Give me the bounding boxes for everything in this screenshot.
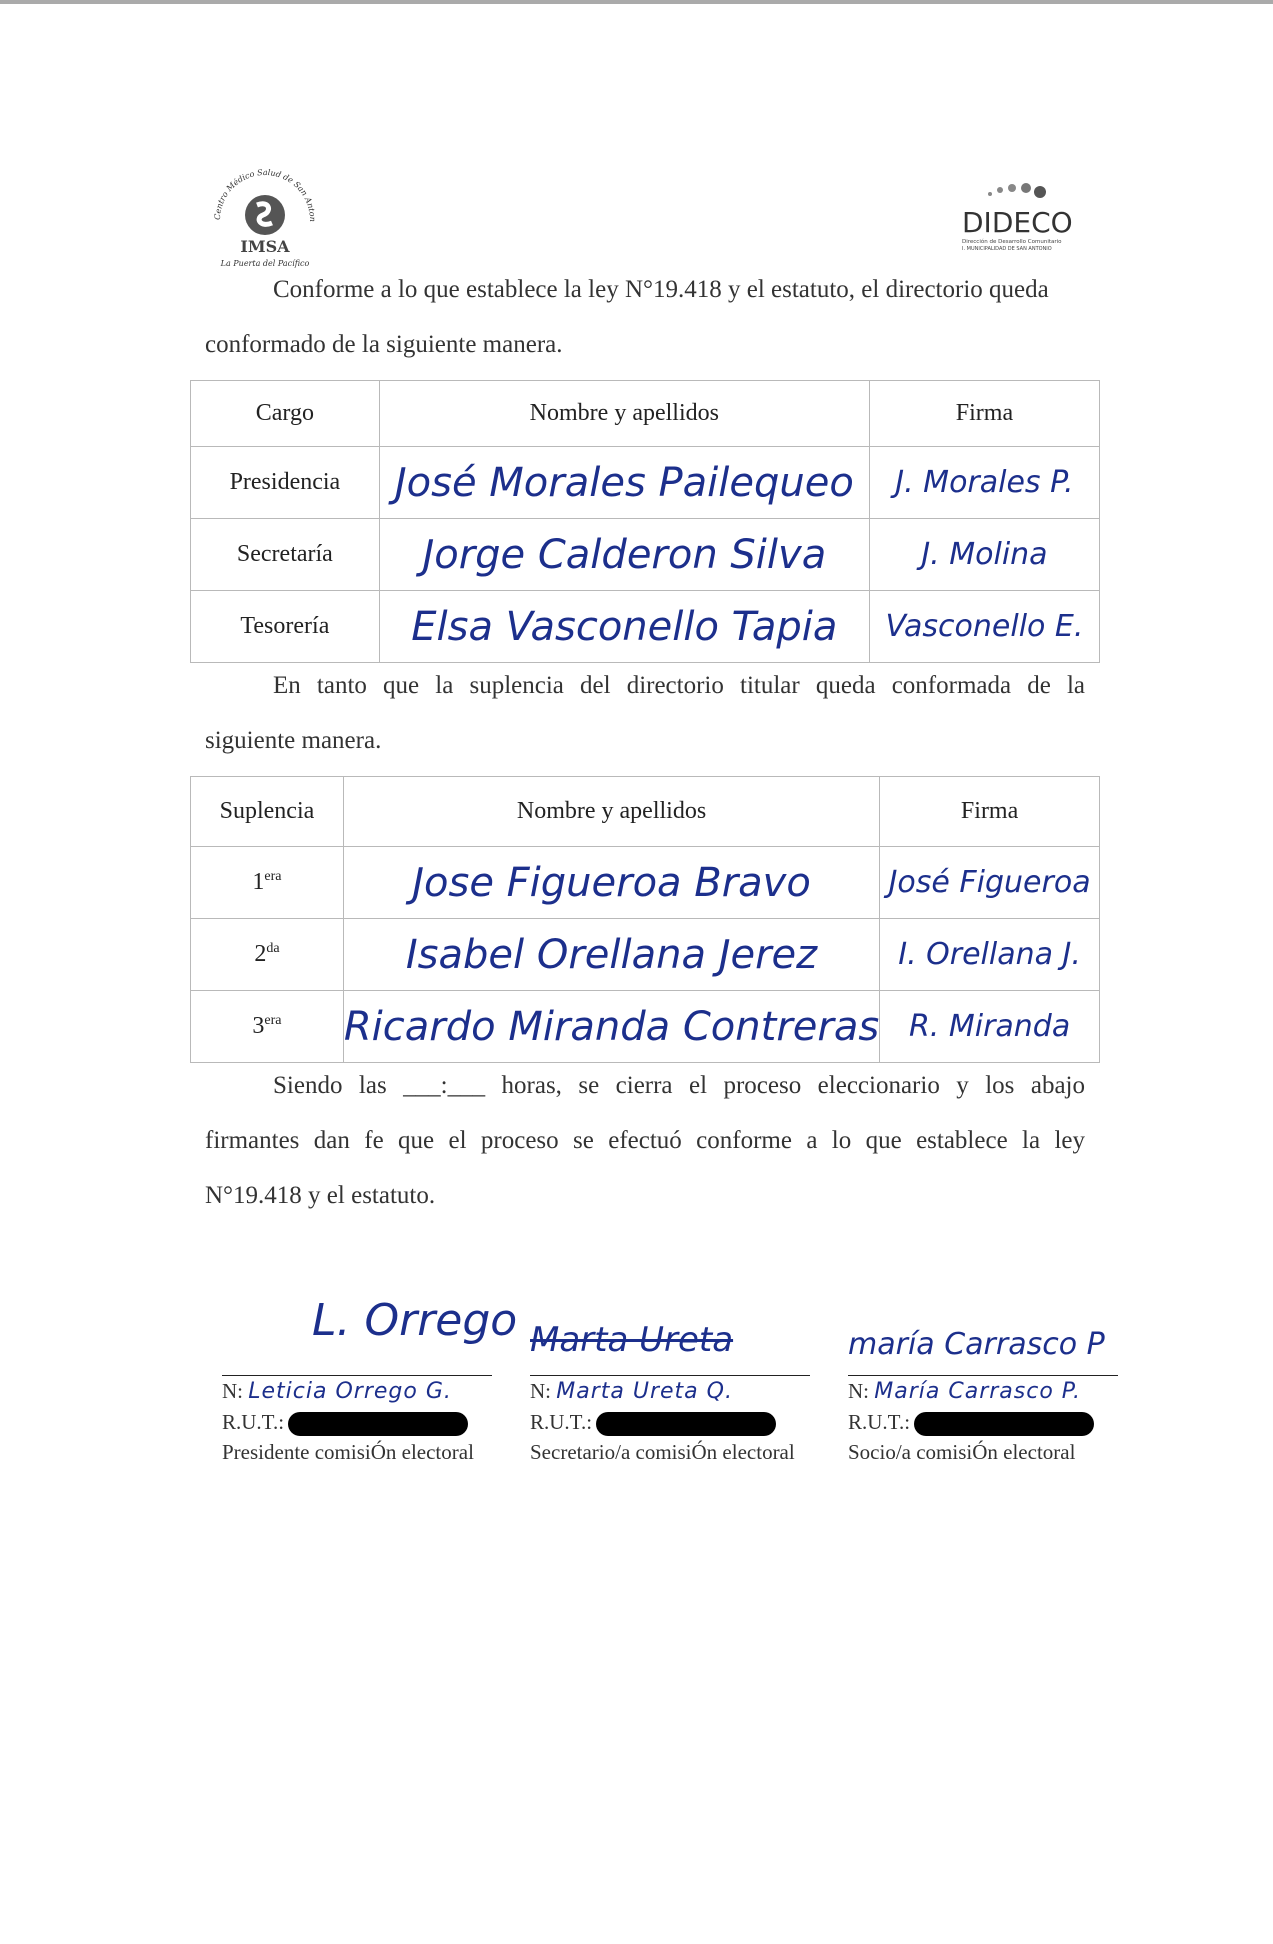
n-label: N:	[848, 1379, 869, 1403]
handwritten-signature: R. Miranda	[908, 1009, 1071, 1044]
scan-top-edge	[0, 0, 1273, 4]
handwritten-name: Isabel Orellana Jerez	[405, 931, 818, 978]
signature-scribble: L. Orrego	[312, 1295, 518, 1346]
signature-block-presidente	[222, 1295, 522, 1467]
suplencia-header-row	[191, 777, 1100, 847]
table-row	[191, 919, 1100, 991]
header-firma: Firma	[869, 381, 1099, 447]
cargo-cell: Secretaría	[191, 519, 380, 591]
directorio-header-row	[191, 381, 1100, 447]
rut-label: R.U.T.:	[222, 1410, 285, 1434]
suplencia-number: $3^{era}$	[191, 991, 344, 1063]
dideco-logo	[950, 180, 1100, 260]
signature-scribble: maría Carrasco P	[848, 1327, 1105, 1362]
imsa-name: IMSA	[240, 237, 290, 256]
table-row	[191, 447, 1100, 519]
closing-line-1: Siendo las ___:___ horas, se cierra el proceso eleccionario y los abajo	[273, 1072, 1085, 1099]
table-row	[191, 519, 1100, 591]
suplencia-number: $2^{da}$	[191, 919, 344, 991]
signature-scribble: Marta Ureta	[530, 1320, 734, 1360]
header-nombre: Nombre y apellidos	[343, 777, 879, 847]
suplencia-table	[190, 776, 1100, 1063]
imsa-arc-text: Centro Médico Salud de San Anton	[212, 167, 318, 222]
cargo-cell: Tesorería	[191, 591, 380, 663]
intro-line-2: conformado de la siguiente manera.	[205, 331, 563, 358]
header-suplencia: Suplencia	[191, 777, 344, 847]
redaction-bar	[914, 1412, 1094, 1436]
header-firma: Firma	[880, 777, 1100, 847]
imsa-tagline: La Puerta del Pacífico	[220, 259, 310, 268]
handwritten-name: María Carrasco P.	[874, 1379, 1081, 1404]
n-label: N:	[530, 1379, 551, 1403]
signature-block-secretario	[530, 1295, 830, 1467]
rut-label: R.U.T.:	[848, 1410, 911, 1434]
n-label: N:	[222, 1379, 243, 1403]
handwritten-name: Marta Ureta Q.	[556, 1379, 733, 1404]
table-row	[191, 847, 1100, 919]
handwritten-signature: Vasconello E.	[885, 609, 1084, 644]
suplencia-number: $1^{era}$	[191, 847, 344, 919]
cargo-cell: Presidencia	[191, 447, 380, 519]
handwritten-name: Jose Figueroa Bravo	[412, 859, 811, 906]
table-row	[191, 591, 1100, 663]
closing-line-3: N°19.418 y el estatuto.	[205, 1182, 436, 1209]
suplencia-intro-line-1: En tanto que la suplencia del directorio titular queda conformada de la	[273, 672, 1085, 699]
closing-line-2: firmantes dan fe que el proceso se efectuó conforme a lo que establece la ley	[205, 1127, 1085, 1154]
imsa-logo	[200, 160, 330, 275]
redaction-bar	[288, 1412, 468, 1436]
header-cargo: Cargo	[191, 381, 380, 447]
role-label: Secretario/a comisiÓn electoral	[530, 1440, 795, 1464]
handwritten-signature: J. Molina	[921, 537, 1048, 572]
dideco-name: DIDECO	[962, 206, 1073, 239]
intro-line-1: Conforme a lo que establece la ley N°19.418 y el estatuto, el directorio queda	[273, 276, 1049, 303]
dideco-subtitle-2: I. MUNICIPALIDAD DE SAN ANTONIO	[962, 246, 1052, 252]
handwritten-name: Elsa Vasconello Tapia	[411, 603, 838, 650]
role-label: Presidente comisiÓn electoral	[222, 1440, 474, 1464]
signature-block-socio	[848, 1295, 1178, 1467]
dideco-subtitle-1: Dirección de Desarrollo Comunitario	[962, 239, 1062, 245]
handwritten-signature: I. Orellana J.	[898, 937, 1081, 972]
role-label: Socio/a comisiÓn electoral	[848, 1440, 1076, 1464]
header-nombre: Nombre y apellidos	[379, 381, 869, 447]
handwritten-name: José Morales Pailequeo	[394, 459, 854, 506]
handwritten-signature: J. Morales P.	[895, 465, 1074, 500]
redaction-bar	[596, 1412, 776, 1436]
suplencia-intro-line-2: siguiente manera.	[205, 727, 382, 754]
directorio-table	[190, 380, 1100, 663]
rut-label: R.U.T.:	[530, 1410, 593, 1434]
handwritten-name: Jorge Calderon Silva	[422, 531, 827, 578]
handwritten-name: Leticia Orrego G.	[248, 1379, 452, 1404]
handwritten-name: Ricardo Miranda Contreras	[343, 1003, 880, 1050]
table-row	[191, 991, 1100, 1063]
handwritten-signature: José Figueroa	[888, 865, 1091, 900]
